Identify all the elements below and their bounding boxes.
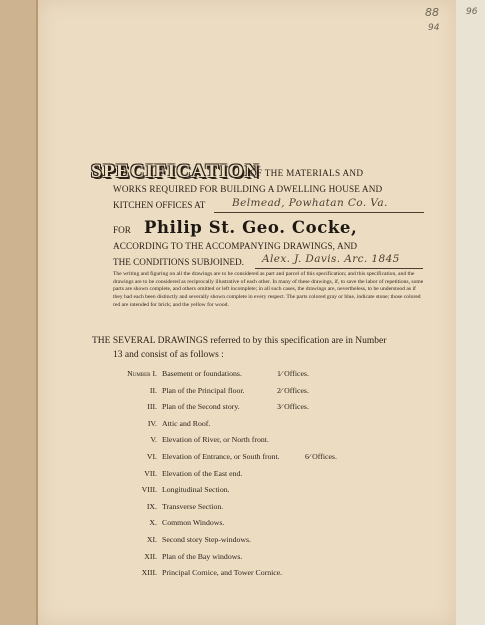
signature-handwritten: Alex. J. Davis. Arc. 1845 bbox=[262, 253, 400, 265]
pencil-number-96: 96 bbox=[466, 7, 478, 17]
for-label: FOR bbox=[113, 225, 131, 235]
drawing-number: II. bbox=[149, 385, 157, 395]
heading-line6-prefix: THE CONDITIONS SUBJOINED. bbox=[113, 257, 244, 267]
drawing-offices-note: 3⁄ Offices. bbox=[277, 402, 309, 412]
drawing-description: Plan of the Principal floor. bbox=[162, 385, 245, 395]
drawing-number: XII. bbox=[144, 551, 157, 561]
drawing-offices-note: 6⁄ Offices. bbox=[305, 452, 337, 461]
drawing-number: VIII. bbox=[141, 485, 157, 495]
drawing-number: IV. bbox=[147, 418, 157, 428]
several-drawings-line2: 13 and consist of as follows : bbox=[113, 350, 224, 360]
drawing-description: Elevation of River, or North front. bbox=[162, 435, 269, 445]
drawing-number: Number I. bbox=[127, 369, 157, 378]
drawing-number: VII. bbox=[144, 468, 157, 478]
drawing-description: Elevation of Entrance, or South front. bbox=[162, 452, 280, 461]
client-name: Philip St. Geo. Cocke, bbox=[144, 218, 358, 237]
document-page bbox=[38, 0, 456, 625]
drawing-offices-note: 1⁄ Offices. bbox=[277, 369, 309, 378]
drawing-number: III. bbox=[147, 402, 157, 412]
drawing-description: Principal Cornice, and Tower Cornice. bbox=[162, 568, 283, 578]
pencil-number-88: 88 bbox=[425, 6, 439, 19]
drawing-number: X. bbox=[149, 518, 157, 528]
specification-title: SPECIFICATION bbox=[91, 161, 261, 182]
pencil-number-94: 94 bbox=[428, 23, 440, 33]
drawing-description: Attic and Roof. bbox=[162, 418, 211, 428]
several-drawings-line1: THE SEVERAL DRAWINGS referred to by this specification are in Number bbox=[92, 336, 387, 346]
drawing-number: XI. bbox=[146, 535, 157, 544]
drawing-description: Second story Step-windows. bbox=[162, 535, 252, 544]
drawing-number: VI. bbox=[146, 452, 157, 461]
location-handwritten: Belmead, Powhatan Co. Va. bbox=[232, 197, 388, 209]
heading-line3-prefix: KITCHEN OFFICES AT bbox=[113, 200, 206, 210]
drawing-description: Plan of the Second story. bbox=[162, 402, 240, 412]
drawing-number: V. bbox=[150, 435, 157, 445]
drawing-description: Longitudinal Section. bbox=[162, 485, 230, 495]
drawing-description: Transverse Section. bbox=[162, 501, 224, 511]
drawing-description: Common Windows. bbox=[162, 518, 225, 528]
location-rule bbox=[214, 212, 424, 213]
fine-print-paragraph: The writing and figuring on all the drawings are to be considered as part and parcel of this specification; and this specification, and the drawings are to be considered as reciprocally illustrative of each other. In many of these drawings, if, to save the labor of repetitions, some parts are shown complete, and others omitted or left incomplete; in all such cases, the drawings are, nevertheless, to be understood as if they had each been distinctly and severally shown complete in every respect. The parts colored gray or blue, indicate stone; those colored red are intended for brick; and the yellow for wood. bbox=[113, 271, 424, 308]
signature-rule bbox=[255, 268, 423, 269]
drawing-offices-note: 2⁄ Offices. bbox=[277, 385, 309, 395]
heading-line5: ACCORDING TO THE ACCOMPANYING DRAWINGS, AND bbox=[113, 241, 358, 251]
heading-line1-rest: OF THE MATERIALS AND bbox=[250, 168, 364, 178]
page-left-edge bbox=[36, 0, 38, 625]
heading-line2: WORKS REQUIRED FOR BUILDING A DWELLING HOUSE AND bbox=[113, 184, 383, 194]
drawing-description: Plan of the Bay windows. bbox=[162, 551, 243, 561]
drawing-description: Elevation of the East end. bbox=[162, 468, 243, 478]
drawing-number: IX. bbox=[146, 501, 157, 511]
mount-board-right bbox=[456, 0, 485, 625]
drawing-number: XIII. bbox=[141, 568, 157, 578]
drawing-description: Basement or foundations. bbox=[162, 369, 242, 378]
